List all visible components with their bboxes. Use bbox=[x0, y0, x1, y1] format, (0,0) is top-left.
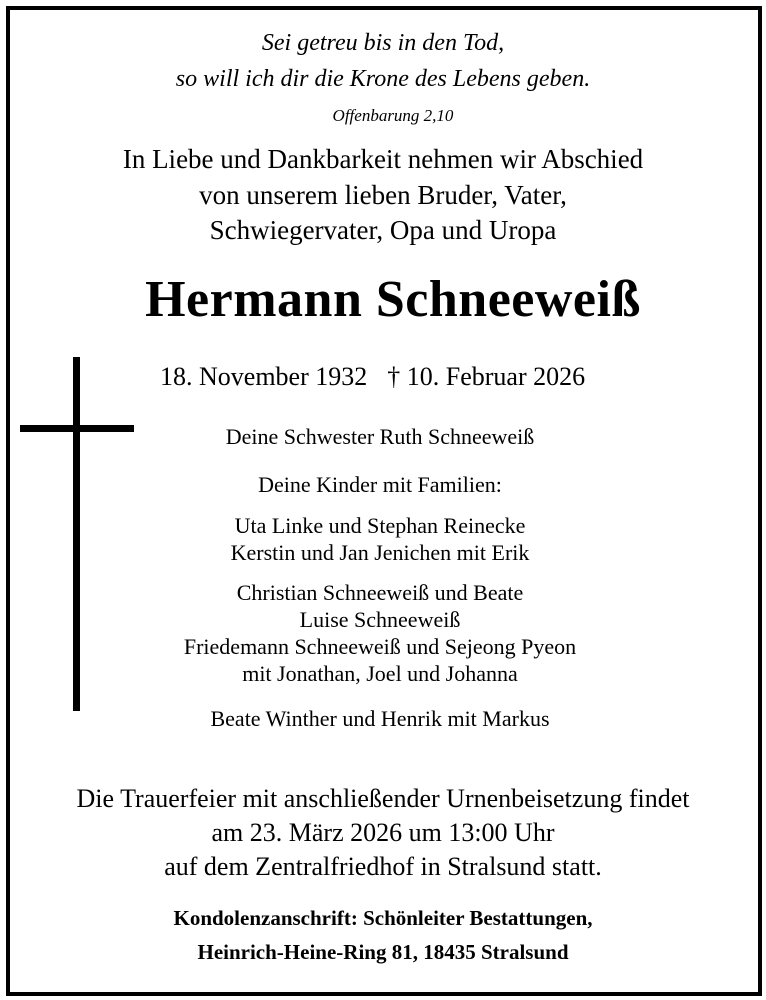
mourner-line: Uta Linke und Stephan Reinecke bbox=[234, 513, 526, 538]
mourner-line: mit Jonathan, Joel und Johanna bbox=[242, 661, 518, 686]
mourner-line: Luise Schneeweiß bbox=[299, 607, 461, 632]
condolence-line-1: Kondolenzanschrift: Schönleiter Bestattungen, bbox=[173, 906, 593, 930]
verse-reference: Offenbarung 2,10 bbox=[332, 106, 454, 125]
death-date: † 10. Februar 2026 bbox=[387, 362, 586, 391]
mourner-sister: Deine Schwester Ruth Schneeweiß bbox=[225, 424, 535, 449]
intro-line-2: von unserem lieben Bruder, Vater, bbox=[199, 180, 567, 210]
mourner-line: Beate Winther und Henrik mit Markus bbox=[210, 706, 550, 731]
intro-line-1: In Liebe und Dankbarkeit nehmen wir Abschied bbox=[122, 144, 644, 174]
intro-line-3: Schwiegervater, Opa und Uropa bbox=[209, 215, 557, 245]
funeral-line-1: Die Trauerfeier mit anschließender Urnenbeisetzung findet bbox=[76, 784, 690, 813]
deceased-name: Hermann Schneeweiß bbox=[145, 271, 641, 328]
birth-date: 18. November 1932 bbox=[160, 362, 368, 391]
mourner-line: Kerstin und Jan Jenichen mit Erik bbox=[230, 540, 530, 565]
cross-icon bbox=[73, 357, 80, 711]
children-heading: Deine Kinder mit Familien: bbox=[258, 472, 502, 497]
life-dates bbox=[160, 362, 585, 392]
verse-line-2: so will ich dir die Krone des Lebens geben. bbox=[175, 66, 591, 92]
funeral-line-3: auf dem Zentralfriedhof in Stralsund statt. bbox=[164, 852, 602, 881]
funeral-line-2: am 23. März 2026 um 13:00 Uhr bbox=[211, 818, 555, 847]
mourner-line: Friedemann Schneeweiß und Sejeong Pyeon bbox=[183, 634, 577, 659]
verse-line-1: Sei getreu bis in den Tod, bbox=[261, 30, 505, 56]
mourner-line: Christian Schneeweiß und Beate bbox=[236, 580, 524, 605]
condolence-line-2: Heinrich-Heine-Ring 81, 18435 Stralsund bbox=[197, 940, 569, 964]
